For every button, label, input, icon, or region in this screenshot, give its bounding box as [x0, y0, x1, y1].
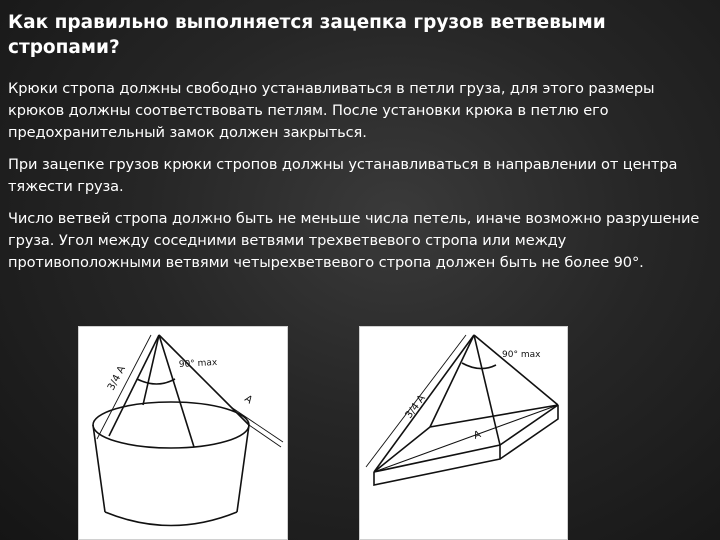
slide-title: Как правильно выполняется зацепка грузов ветвевыми стропами?	[8, 12, 606, 58]
bucket-sling-diagram	[79, 327, 287, 539]
figure-bucket-load	[78, 326, 288, 540]
paragraph-direction: При зацепке грузов крюки стропов должны устанавливаться в направлении от центра тяжести груза.	[8, 156, 678, 195]
side-label: A	[242, 393, 255, 407]
bucket-bottom	[105, 512, 237, 526]
angle-label: 90° max	[502, 350, 541, 360]
sling-leg-2	[430, 335, 474, 427]
length-label: 3/4 A	[105, 364, 128, 393]
sling-leg-3	[474, 335, 558, 405]
slide-body	[8, 78, 714, 284]
dim-extension	[249, 425, 281, 447]
bucket-side-left	[93, 425, 105, 512]
bucket-rim	[93, 402, 249, 448]
paragraph-hooks: Крюки стропа должны свободно устанавливаться в петли груза, для этого размеры крюков должны соответствовать петлям. После установки крюка в петлю его предохранительный замок должен закрыться.	[8, 80, 655, 141]
bucket-side-right	[237, 425, 249, 512]
slab-sling-diagram	[360, 327, 567, 539]
angle-arc	[137, 379, 175, 384]
angle-label: 90° max	[178, 357, 218, 370]
figure-slab-load	[359, 326, 568, 540]
length-label: 3/4 A	[403, 393, 428, 421]
angle-arc	[462, 363, 496, 369]
diag-label: A	[472, 429, 483, 442]
paragraph-branches: Число ветвей стропа должно быть не меньше числа петель, иначе возможно разрушение груза. Угол между соседними ветвями трехветвевого стропа или между противоположными ветвями четырехветвевого стропа должен быть не более 90°.	[8, 210, 700, 271]
